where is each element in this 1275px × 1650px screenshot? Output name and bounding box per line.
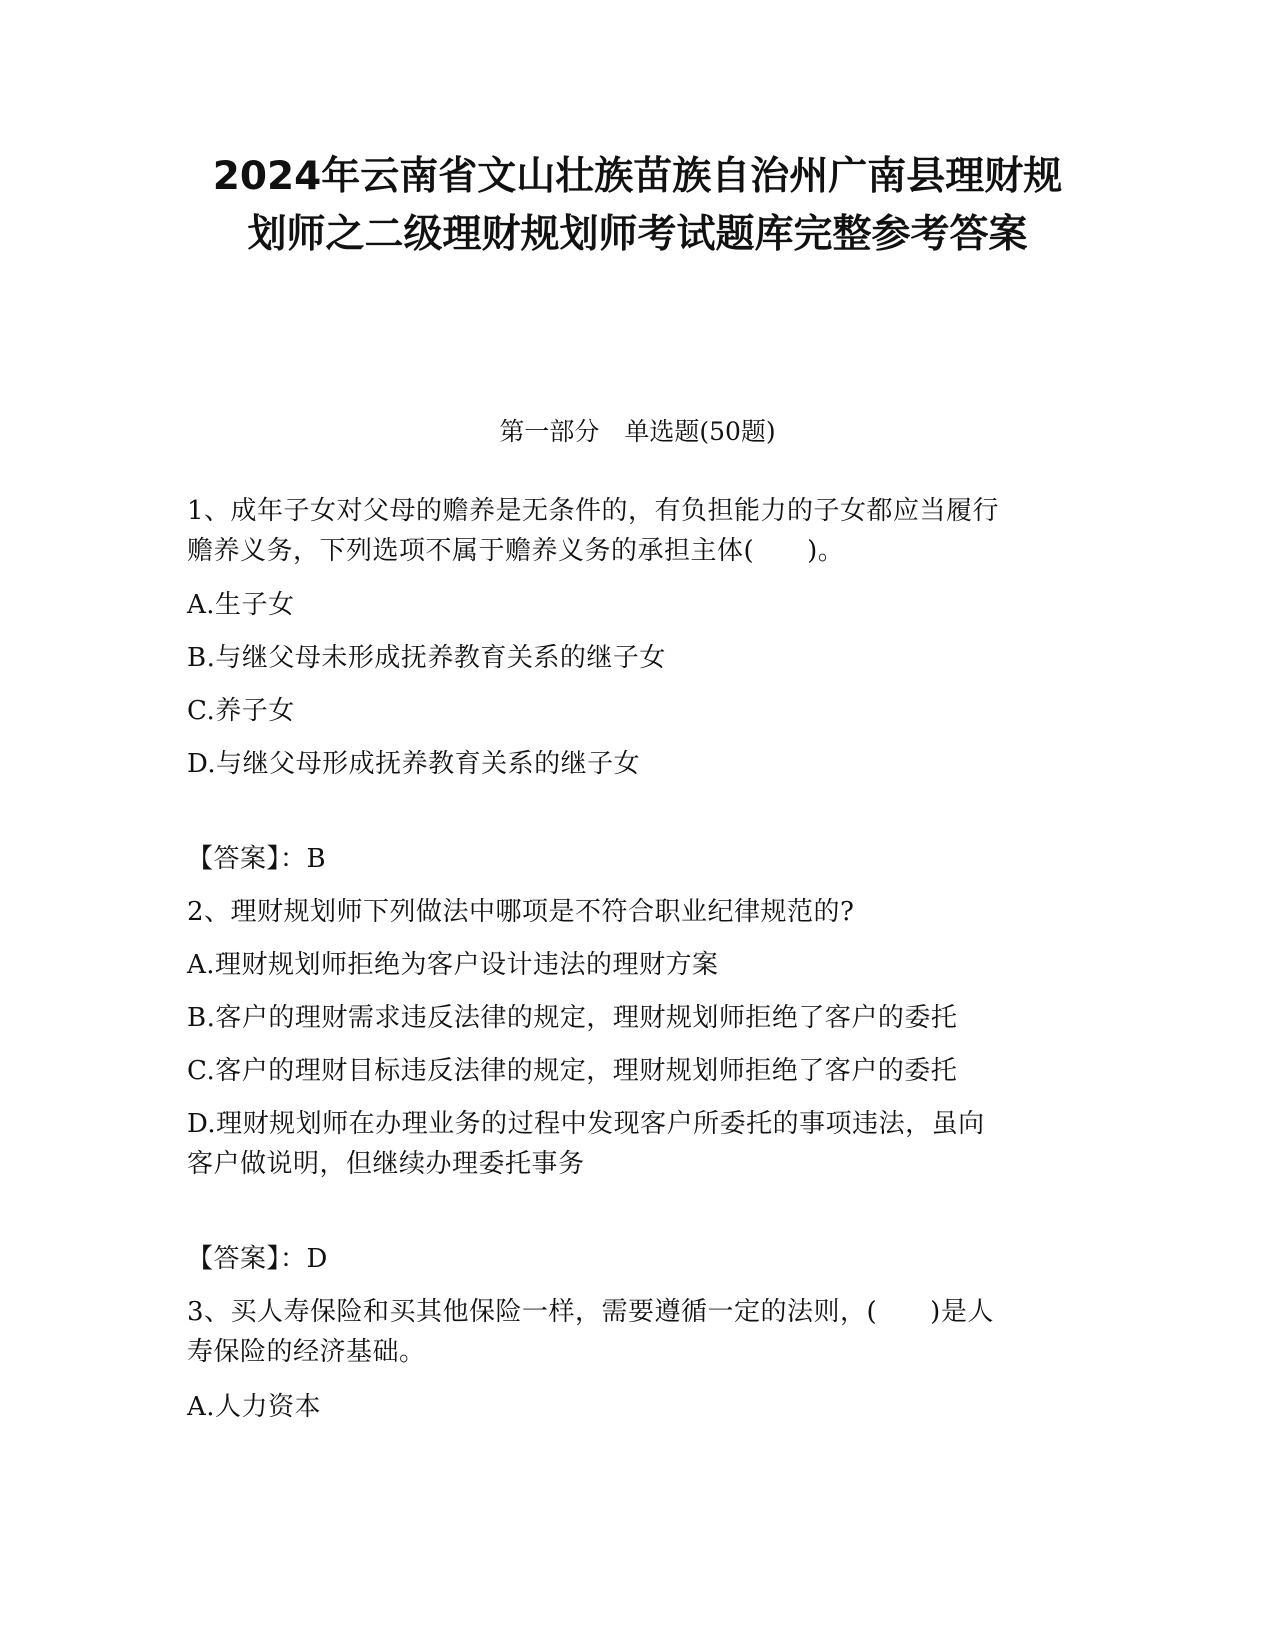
question-1-option-c: C.养子女 bbox=[187, 696, 295, 726]
question-2-answer: 【答案】：D bbox=[187, 1244, 328, 1274]
question-1-stem-line-1: 1、成年子女对父母的赡养是无条件的，有负担能力的子女都应当履行 bbox=[187, 496, 1000, 526]
question-2-option-c: C.客户的理财目标违反法律的规定，理财规划师拒绝了客户的委托 bbox=[187, 1056, 958, 1086]
question-1-option-a: A.生子女 bbox=[187, 590, 295, 620]
question-3-stem-line-2: 寿保险的经济基础。 bbox=[187, 1337, 426, 1367]
question-1-stem-line-2: 赡养义务，下列选项不属于赡养义务的承担主体( )。 bbox=[187, 536, 845, 566]
question-2-option-a: A.理财规划师拒绝为客户设计违法的理财方案 bbox=[187, 950, 719, 980]
question-2-option-b: B.客户的理财需求违反法律的规定，理财规划师拒绝了客户的委托 bbox=[187, 1003, 958, 1033]
question-1-answer: 【答案】：B bbox=[187, 844, 327, 874]
question-3-option-a: A.人力资本 bbox=[187, 1392, 322, 1422]
question-1-option-b: B.与继父母未形成抚养教育关系的继子女 bbox=[187, 643, 666, 673]
question-2-stem-line-1: 2、理财规划师下列做法中哪项是不符合职业纪律规范的? bbox=[187, 897, 855, 927]
question-1-option-d: D.与继父母形成抚养教育关系的继子女 bbox=[187, 749, 641, 779]
question-2-option-d-line-2: 客户做说明，但继续办理委托事务 bbox=[187, 1149, 585, 1179]
title-line-1: 2024年云南省文山壮族苗族自治州广南县理财规 bbox=[212, 154, 1063, 199]
document-title bbox=[150, 148, 1125, 264]
question-3-stem-line-1: 3、买人寿保险和买其他保险一样，需要遵循一定的法则，( )是人 bbox=[187, 1297, 994, 1327]
question-2-option-d-line-1: D.理财规划师在办理业务的过程中发现客户所委托的事项违法，虽向 bbox=[187, 1109, 985, 1139]
section-heading: 第一部分 单选题(50题) bbox=[499, 417, 776, 446]
title-line-2: 划师之二级理财规划师考试题库完整参考答案 bbox=[247, 212, 1028, 257]
